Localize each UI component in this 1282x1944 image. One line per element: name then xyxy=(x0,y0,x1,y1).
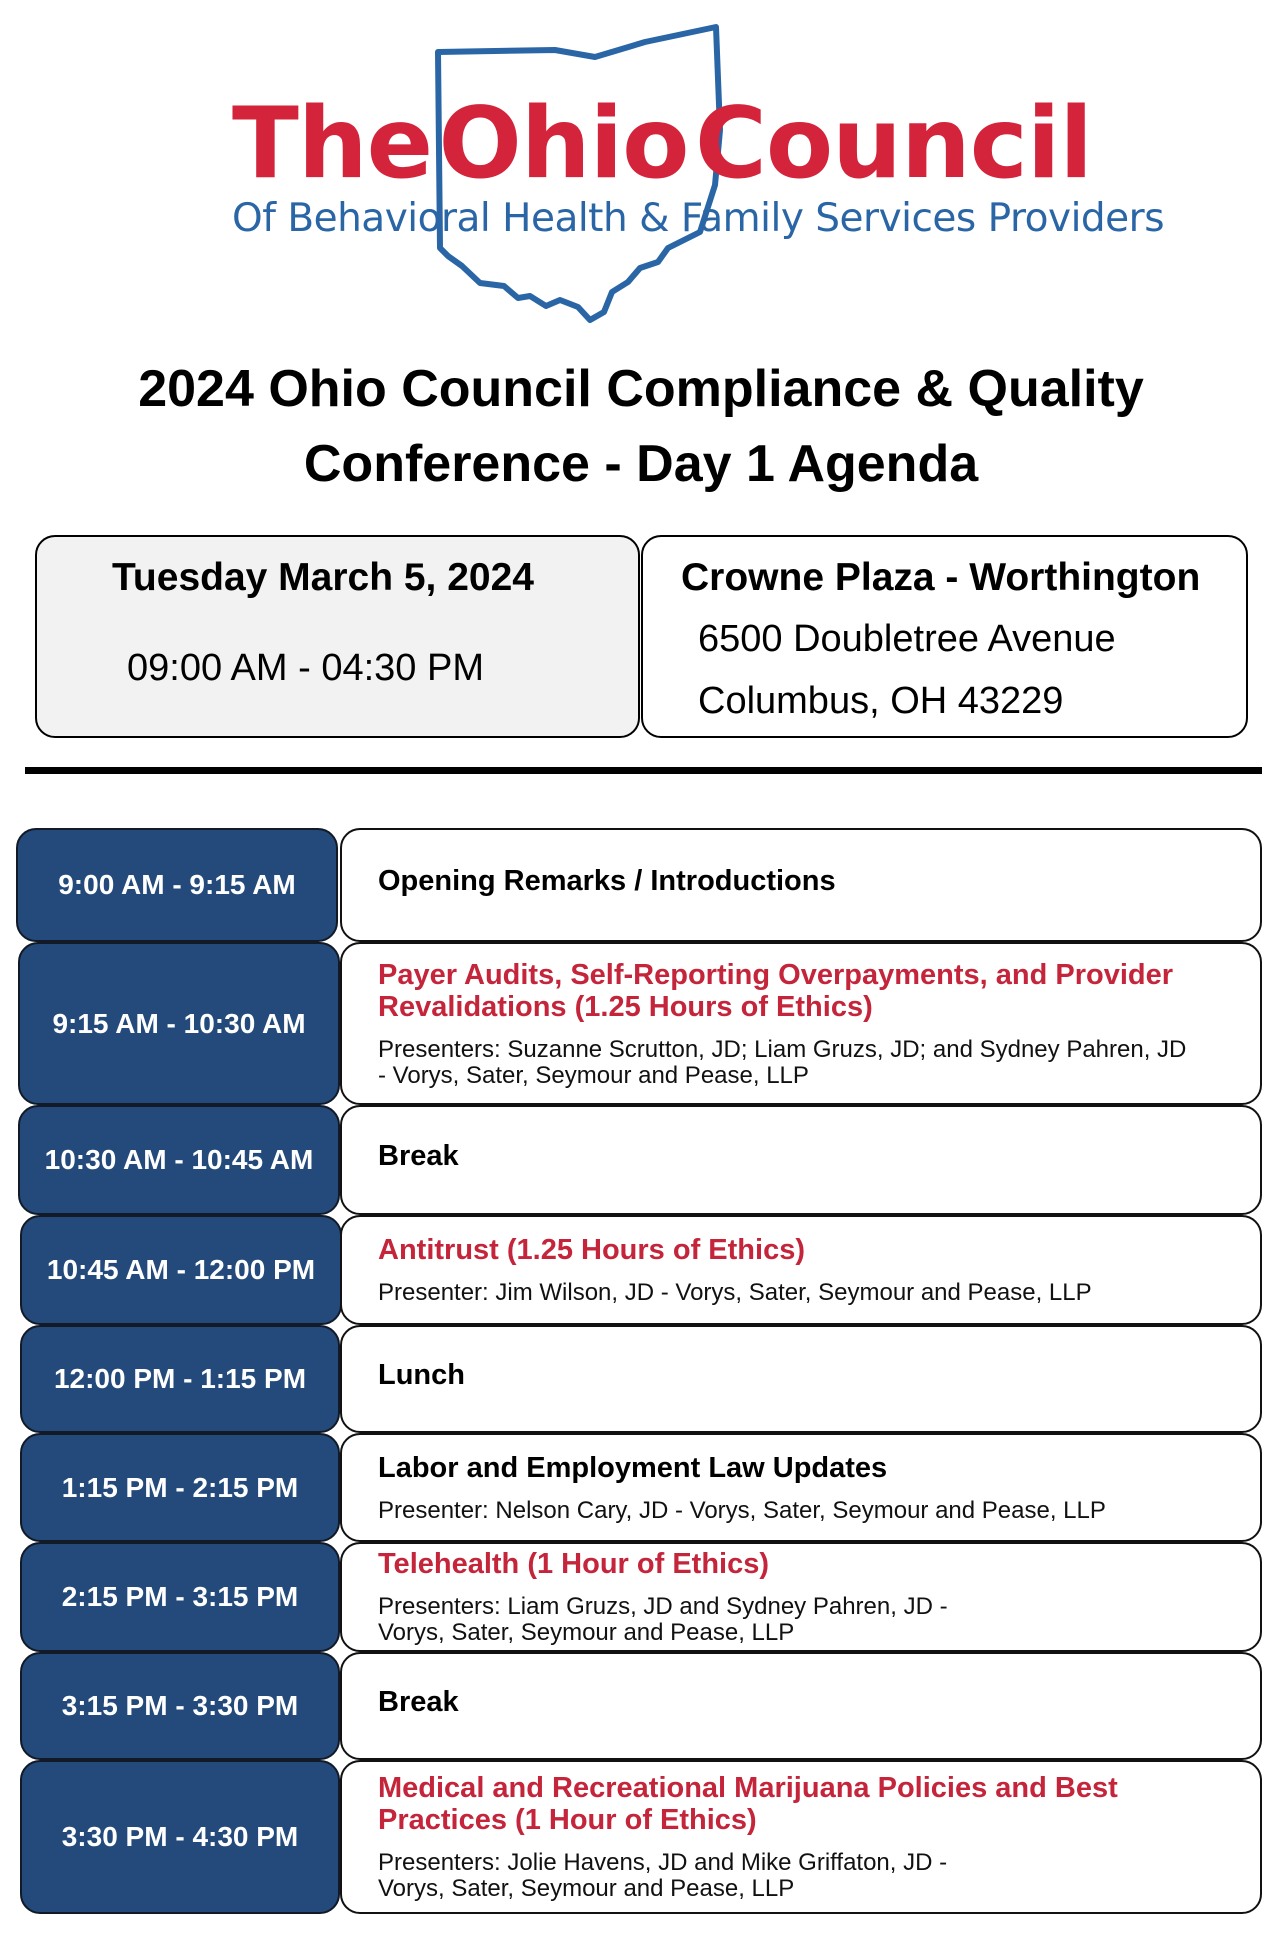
page-title-line-1: 2024 Ohio Council Compliance & Quality xyxy=(138,360,1144,418)
session-presenters xyxy=(378,1594,948,1646)
agenda-session xyxy=(340,942,1262,1105)
agenda-time-block: 12:00 PM - 1:15 PM xyxy=(20,1325,340,1433)
logo-word-the: The xyxy=(232,87,433,201)
session-presenter-line: Vorys, Sater, Seymour and Pease, LLP xyxy=(378,1619,795,1646)
session-title xyxy=(378,1234,805,1266)
session-presenter-line: Presenters: Suzanne Scrutton, JD; Liam Gruzs, JD; and Sydney Pahren, JD xyxy=(378,1036,1187,1063)
agenda-time-block: 9:15 AM - 10:30 AM xyxy=(18,942,340,1105)
session-title-line: Revalidations (1.25 Hours of Ethics) xyxy=(378,991,873,1023)
session-title-line: Break xyxy=(378,1140,459,1172)
agenda-session xyxy=(340,1652,1262,1760)
venue-box xyxy=(641,535,1248,738)
session-presenters xyxy=(378,1280,1092,1306)
session-presenter-line: Presenter: Nelson Cary, JD - Vorys, Sater, Seymour and Pease, LLP xyxy=(378,1497,1106,1524)
agenda-time-block: 1:15 PM - 2:15 PM xyxy=(20,1433,340,1542)
session-title-line: Opening Remarks / Introductions xyxy=(378,865,836,897)
session-title xyxy=(378,1359,465,1391)
agenda-time-block: 3:30 PM - 4:30 PM xyxy=(20,1760,340,1914)
session-presenters xyxy=(378,1498,1106,1524)
agenda-session xyxy=(340,1760,1262,1914)
date-time-box xyxy=(35,535,640,738)
session-title-line: Telehealth (1 Hour of Ethics) xyxy=(378,1548,770,1580)
page-title-line-2: Conference - Day 1 Agenda xyxy=(303,435,979,493)
session-presenter-line: Vorys, Sater, Seymour and Pease, LLP xyxy=(378,1875,795,1902)
session-title xyxy=(378,1772,1118,1836)
agenda-session xyxy=(340,1542,1262,1652)
session-title xyxy=(378,1548,769,1580)
agenda-time-block: 3:15 PM - 3:30 PM xyxy=(20,1652,340,1760)
logo-wordmark xyxy=(232,87,1092,201)
page-title xyxy=(0,352,1282,502)
logo-word-council: Council xyxy=(694,87,1092,201)
agenda-time-block: 2:15 PM - 3:15 PM xyxy=(20,1542,340,1652)
venue-name: Crowne Plaza - Worthington xyxy=(681,556,1201,599)
agenda-session xyxy=(340,1105,1262,1215)
session-title xyxy=(378,1452,887,1484)
organization-logo xyxy=(0,0,1282,340)
session-presenter-line: - Vorys, Sater, Seymour and Pease, LLP xyxy=(378,1062,809,1089)
venue-city: Columbus, OH 43229 xyxy=(698,680,1064,722)
agenda-time-block: 9:00 AM - 9:15 AM xyxy=(16,828,338,942)
logo-tagline: Of Behavioral Health & Family Services Providers xyxy=(232,196,1165,241)
session-presenter-line: Presenters: Jolie Havens, JD and Mike Griffaton, JD - xyxy=(378,1849,948,1876)
session-presenters xyxy=(378,1037,1186,1089)
session-title-line: Antitrust (1.25 Hours of Ethics) xyxy=(378,1234,805,1266)
agenda-session xyxy=(340,828,1262,942)
session-title xyxy=(378,1686,459,1718)
event-hours: 09:00 AM - 04:30 PM xyxy=(127,647,484,689)
session-title xyxy=(378,865,836,897)
session-title-line: Payer Audits, Self-Reporting Overpayments, and Provider xyxy=(378,959,1174,991)
section-divider xyxy=(25,767,1262,774)
agenda-time-block: 10:30 AM - 10:45 AM xyxy=(18,1105,340,1215)
session-title-line: Lunch xyxy=(378,1359,465,1391)
session-presenter-line: Presenter: Jim Wilson, JD - Vorys, Sater, Seymour and Pease, LLP xyxy=(378,1279,1092,1306)
session-title-line: Practices (1 Hour of Ethics) xyxy=(378,1804,757,1836)
session-title xyxy=(378,959,1173,1023)
session-presenter-line: Presenters: Liam Gruzs, JD and Sydney Pahren, JD - xyxy=(378,1593,948,1620)
agenda-session xyxy=(340,1325,1262,1433)
venue-street: 6500 Doubletree Avenue xyxy=(698,618,1116,660)
session-title-line: Medical and Recreational Marijuana Policies and Best xyxy=(378,1772,1118,1804)
session-title xyxy=(378,1140,459,1172)
session-title-line: Labor and Employment Law Updates xyxy=(378,1452,888,1484)
agenda-session xyxy=(340,1215,1262,1325)
event-date: Tuesday March 5, 2024 xyxy=(112,556,534,599)
session-presenters xyxy=(378,1850,947,1902)
session-title-line: Break xyxy=(378,1686,459,1718)
agenda-session xyxy=(340,1433,1262,1542)
agenda-time-block: 10:45 AM - 12:00 PM xyxy=(20,1215,342,1325)
logo-word-ohio: Ohio xyxy=(438,87,689,201)
